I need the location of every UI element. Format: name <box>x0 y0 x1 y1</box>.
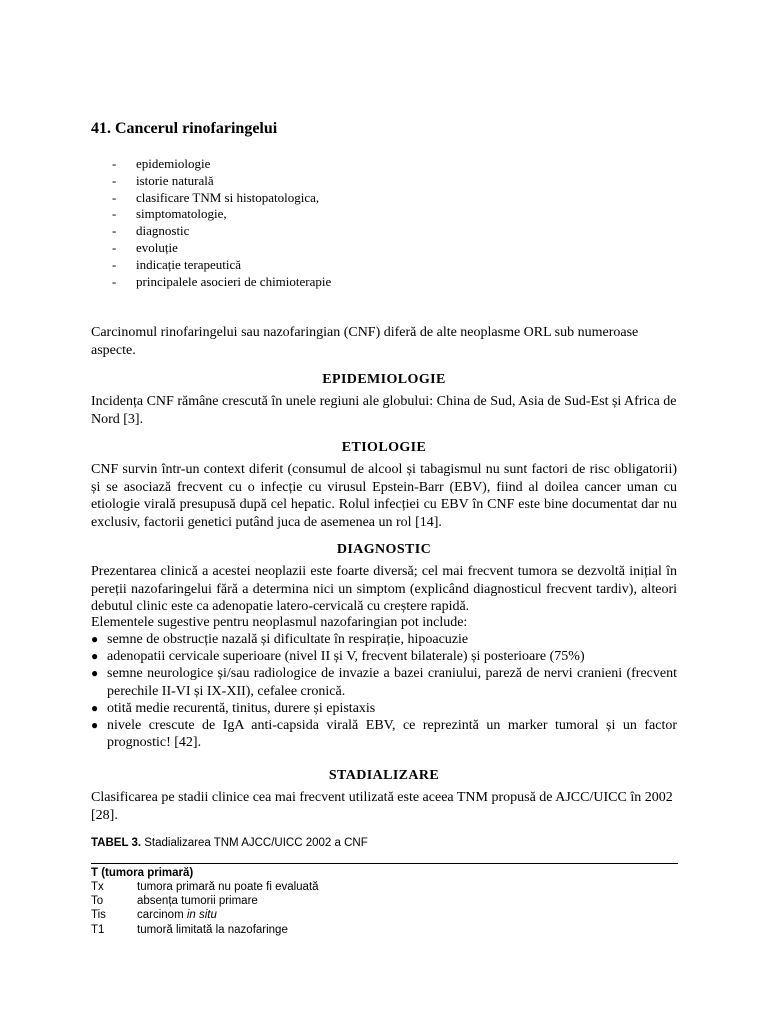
dash-marker: - <box>112 206 117 222</box>
tnm-table <box>91 866 678 937</box>
table-cell-desc: tumoră limitată la nazofaringe <box>137 923 288 936</box>
table-row <box>91 923 678 937</box>
topic-item: - epidemiologie <box>112 156 211 171</box>
bullet-icon: ● <box>91 718 99 733</box>
list-item: ● nivele crescute de IgA anti-capsida virală EBV, ce reprezintă un marker tumoral și un factor prognostic! [42]. <box>91 718 677 751</box>
table-cell-code: Tx <box>91 881 104 893</box>
topic-list <box>112 156 331 290</box>
table-cell-desc: absența tumorii primare <box>137 895 258 908</box>
table-row <box>91 880 678 894</box>
bullet-icon: ● <box>91 666 99 681</box>
dash-marker: - <box>112 223 117 239</box>
topic-item: - istorie naturală <box>112 172 214 188</box>
table-top-rule <box>91 863 678 864</box>
dash-marker: - <box>112 172 117 188</box>
list-item: ● semne neurologice și/sau radiologice de invazie a bazei craniului, pareză de nervi cranieni (frecvent perechile II-VI și IX-XII), cefalee cronică. <box>91 666 677 699</box>
table-cell-code: T1 <box>91 923 105 936</box>
diagnostic-paragraph: Prezentarea clinică a acestei neoplazii este foarte diversă; cel mai frecvent tumora se dezvoltă inițial în pereții nazofaringelui fără a determina nici un simptom (explicând diagnosticul frecvent tardiv), alteori debutul clinic este ca adenopatie latero-cervicală cu creștere rapidă. <box>91 564 677 615</box>
section-heading-diagnostic: DIAGNOSTIC <box>336 542 432 557</box>
table-header: T (tumora primară) <box>91 867 194 879</box>
table-caption <box>91 837 368 849</box>
diagnostic-bullet-list <box>91 631 677 751</box>
topic-item: - diagnostic <box>112 223 190 239</box>
table-cell-desc: carcinom in situ <box>137 909 217 922</box>
table-row <box>91 894 678 908</box>
dash-marker: - <box>112 239 117 255</box>
section-heading-epidemiologie: EPIDEMIOLOGIE <box>322 372 446 387</box>
section-heading-stadializare: STADIALIZARE <box>328 768 440 783</box>
list-item: ● otită medie recurentă, tinitus, durere și epistaxis <box>91 700 376 716</box>
table-caption-label: TABEL 3. <box>91 837 142 849</box>
diagnostic-lead: Elementele sugestive pentru neoplasmul nazofaringian pot include: <box>91 615 468 630</box>
dash-marker: - <box>112 256 117 272</box>
topic-item: - indicație terapeutică <box>112 256 242 272</box>
dash-marker: - <box>112 273 117 289</box>
topic-item: - principalele asocieri de chimioterapie <box>112 273 332 289</box>
table-cell-desc: tumora primară nu poate fi evaluată <box>137 881 319 893</box>
topic-item: - evoluție <box>112 239 178 255</box>
section-heading-etiologie: ETIOLOGIE <box>341 440 427 455</box>
etiologie-paragraph: CNF survin într-un context diferit (consumul de alcool și tabagismul nu sunt factori de risc obligatorii) și se asociază frecvent cu o infecție cu virusul Epstein-Barr (EBV), fiind al doilea cancer uman cu etiologie virală presupusă după cel hepatic. Rolul infecției cu EBV în CNF este bine documentat dar nu exclusiv, factorii genetici putând juca de asemenea un rol [14]. <box>91 462 677 530</box>
table-caption-text: Stadializarea TNM AJCC/UICC 2002 a CNF <box>141 837 368 849</box>
dash-marker: - <box>112 189 117 205</box>
list-item: ● semne de obstrucție nazală și dificultate în respirație, hipoacuzie <box>91 632 469 647</box>
intro-paragraph: Carcinomul rinofaringelui sau nazofaringian (CNF) diferă de alte neoplasme ORL sub numeroase aspecte. <box>91 325 639 358</box>
dash-marker: - <box>112 156 117 171</box>
table-cell-code: To <box>91 895 104 908</box>
table-row <box>91 908 678 922</box>
table-cell-code: Tis <box>91 909 106 922</box>
epidemiologie-paragraph: Incidența CNF rămâne crescută în unele regiuni ale globului: China de Sud, Asia de Sud-Est și Africa de Nord [3]. <box>91 394 677 427</box>
topic-item: - simptomatologie, <box>112 206 227 222</box>
bullet-icon: ● <box>91 632 99 646</box>
chapter-title: 41. Cancerul rinofaringelui <box>91 120 278 137</box>
list-item: ● adenopatii cervicale superioare (nivel II și V, frecvent bilaterale) și posterioare (75%) <box>91 649 585 665</box>
topic-item: - clasificare TNM si histopatologica, <box>112 189 320 205</box>
bullet-icon: ● <box>91 649 99 664</box>
bullet-icon: ● <box>91 700 99 715</box>
stadializare-paragraph: Clasificarea pe stadii clinice cea mai frecvent utilizată este aceea TNM propusă de AJCC/UICC în 2002 [28]. <box>91 790 673 823</box>
